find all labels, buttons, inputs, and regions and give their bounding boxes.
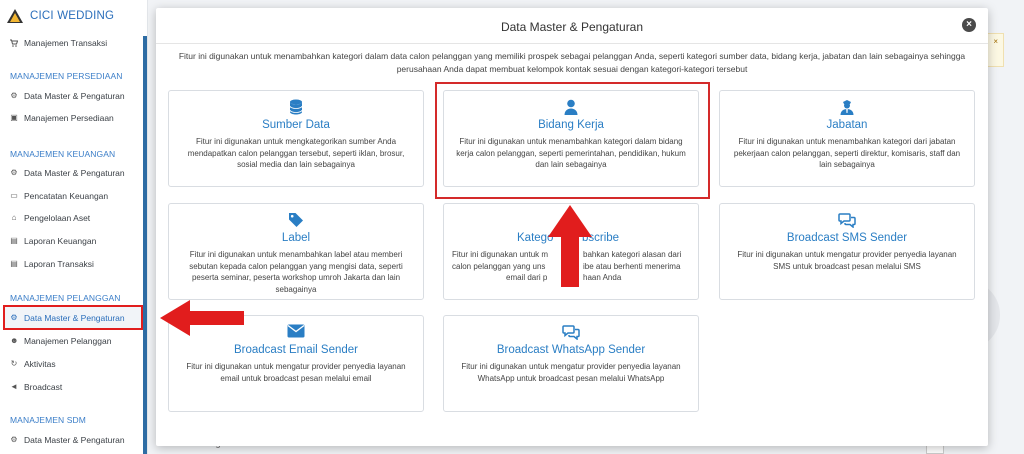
sidebar-item-label: Pengelolaan Aset (24, 213, 91, 223)
cogs-icon: ⚙ (10, 91, 18, 100)
whatsapp-comments-icon (444, 324, 698, 340)
file-icon: ▤ (10, 259, 18, 268)
sidebar-item-aktivitas[interactable] (10, 357, 56, 371)
sidebar-item-label: Data Master & Pengaturan (24, 435, 125, 445)
sidebar-item-manajemen-transaksi[interactable] (10, 36, 107, 50)
card-description: Fitur ini digunakan untuk mengkategorikan sumber Anda mendapatkan calon pelanggan tersebut, seperti iklan, brosur, sosial media dan lain sebagainya (187, 137, 405, 169)
cogs-icon: ⚙ (10, 435, 18, 444)
user-tie-icon (720, 99, 974, 115)
sidebar-heading-pelanggan: MANAJEMEN PELANGGAN (10, 293, 121, 303)
sidebar-heading-sdm: MANAJEMEN SDM (10, 415, 86, 425)
sidebar-heading-keuangan: MANAJEMEN KEUANGAN (10, 149, 116, 159)
sidebar-item-pengelolaan-aset[interactable] (10, 211, 90, 225)
desc-fragment: calon pelanggan yang uns (452, 261, 546, 271)
card-broadcast-whatsapp-sender[interactable] (443, 315, 699, 412)
card-jabatan[interactable] (719, 90, 975, 187)
modal-close-button[interactable]: × (962, 18, 976, 32)
sidebar-item-label: Manajemen Pelanggan (24, 336, 112, 346)
sidebar-item-laporan-transaksi[interactable] (10, 257, 94, 271)
money-icon: ▭ (10, 191, 18, 200)
modal-divider (156, 43, 988, 44)
database-icon (169, 99, 423, 115)
sidebar-item-label: Manajemen Persediaan (24, 113, 114, 123)
card-title: Sumber Data (262, 119, 330, 131)
card-title: Broadcast WhatsApp Sender (496, 344, 646, 356)
sidebar (0, 0, 148, 454)
bullhorn-icon: ◄ (10, 382, 18, 391)
tag-icon (169, 212, 423, 228)
desc-fragment: haan Anda (583, 273, 622, 282)
sidebar-item-label: Broadcast (24, 382, 63, 392)
card-title: Label (281, 232, 311, 244)
card-title-right: bscribe (582, 232, 620, 244)
desc-fragment: ibe atau berhenti menerima (583, 261, 681, 271)
sidebar-item-label: Laporan Keuangan (24, 236, 97, 246)
brand[interactable] (6, 8, 114, 24)
highlight-box (435, 82, 710, 199)
desc-fragment: email dari p (506, 273, 548, 282)
sidebar-item-label: Pencatatan Keuangan (24, 191, 109, 201)
comments-icon (720, 212, 974, 228)
sidebar-item-label: Laporan Transaksi (24, 259, 94, 269)
sidebar-item-label: Data Master & Pengaturan (24, 91, 125, 101)
users-icon: ☻ (10, 336, 19, 345)
sidebar-item-persediaan-master[interactable] (10, 89, 125, 103)
desc-fragment: Fitur ini digunakan untuk m (452, 250, 549, 259)
cogs-icon: ⚙ (10, 168, 18, 177)
sidebar-item-label: Data Master & Pengaturan (24, 312, 125, 323)
sidebar-item-keuangan-master[interactable] (10, 166, 125, 180)
modal-title: Data Master & Pengaturan (500, 20, 644, 34)
card-title: Jabatan (826, 119, 868, 131)
card-description: Fitur ini digunakan untuk menambahkan label atau memberi sebutan kepada calon pelanggan yang mengisi data, seperti peserta seminar, peserta workshop umroh Jakarta dan lain sebagainya (189, 250, 403, 294)
sidebar-item-label: Data Master & Pengaturan (24, 168, 125, 178)
card-description: Fitur ini digunakan untuk menambahkan kategori dari jabatan pekerjaan calon pelanggan, seperti direktur, komisaris, staff dan lain sebagainya (733, 137, 961, 169)
chart-icon: ▤ (10, 236, 18, 245)
card-title: Broadcast SMS Sender (786, 232, 908, 244)
cubes-icon: ▣ (10, 113, 18, 122)
alert-close-button[interactable]: × (993, 37, 998, 46)
brand-logo-icon (6, 8, 24, 24)
sidebar-heading-persediaan: MANAJEMEN PERSEDIAAN (10, 71, 123, 81)
sidebar-item-sdm-master[interactable] (10, 433, 125, 447)
annotation-arrow-up-icon (548, 205, 592, 287)
sidebar-item-pencatatan-keuangan[interactable] (10, 189, 108, 203)
sidebar-scrollbar[interactable] (143, 36, 147, 454)
card-description: Fitur ini digunakan untuk menambahkan kategori dalam bidang kerja calon pelanggan, seperti pemerintahan, pendidikan, hukum dan lain sebagainya (456, 137, 686, 169)
sidebar-item-broadcast[interactable] (10, 380, 62, 394)
cart-icon (10, 39, 18, 47)
card-description: Fitur ini digunakan untuk mengatur provider penyedia layanan WhatsApp untuk broadcast pesan melalui WhatsApp (461, 362, 681, 383)
card-title-left: Katego (517, 232, 554, 244)
card-label[interactable] (168, 203, 424, 300)
modal-description: Fitur ini digunakan untuk menambahkan kategori dalam data calon pelanggan yang memiliki prospek sebagai pelanggan Anda, seperti kategori sumber data, bidang kerja, jabatan dan lain sebagainya sehingga perusahaan Anda dapat membuat kelompok kontak sesuai dengan kategori-kategori tersebut (178, 51, 966, 74)
card-broadcast-sms-sender[interactable] (719, 203, 975, 300)
sidebar-item-laporan-keuangan[interactable] (10, 234, 96, 248)
annotation-arrow-left-icon (160, 300, 244, 336)
card-title: Bidang Kerja (538, 119, 604, 131)
brand-name: CICI WEDDING (30, 10, 115, 22)
card-title: Broadcast Email Sender (233, 344, 358, 356)
sidebar-item-label: Aktivitas (24, 359, 56, 369)
sidebar-item-manajemen-pelanggan[interactable] (10, 334, 111, 348)
desc-fragment: bahkan kategori alasan dari (583, 250, 682, 259)
sidebar-item-manajemen-persediaan[interactable] (10, 111, 114, 125)
card-description: Fitur ini digunakan untuk mengatur provider penyedia layanan email untuk broadcast pesan melalui email (186, 362, 406, 383)
car-icon: ⌂ (11, 213, 17, 222)
refresh-icon: ↻ (10, 359, 18, 368)
sidebar-item-pelanggan-master[interactable] (3, 305, 143, 330)
card-description: Fitur ini digunakan untuk mengatur provider penyedia layanan SMS untuk broadcast pesan melalui SMS (737, 250, 957, 271)
sidebar-item-label: Manajemen Transaksi (24, 38, 108, 48)
card-sumber-data[interactable] (168, 90, 424, 187)
cogs-icon: ⚙ (10, 312, 18, 322)
